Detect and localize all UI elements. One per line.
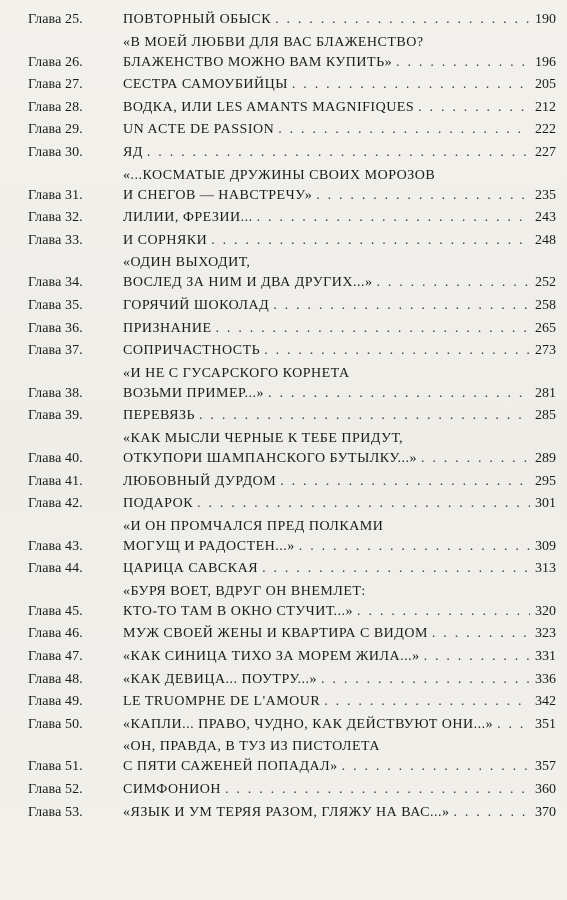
chapter-title: LE TRUOMPHE DE L'AMOUR (123, 694, 321, 710)
chapter-title: UN ACTE DE PASSION (123, 122, 275, 138)
toc-entry (28, 715, 556, 735)
toc-entry (28, 780, 556, 800)
chapter-number: Глава 38. (28, 385, 83, 401)
chapter-number: Глава 46. (28, 626, 83, 642)
dot-leader (316, 186, 530, 206)
chapter-title: СЕСТРА САМОУБИЙЦЫ (123, 77, 288, 93)
chapter-number: Глава 28. (28, 99, 83, 115)
toc-entry (28, 737, 556, 777)
chapter-title: «КАК СИНИЦА ТИХО ЗА МОРЕМ ЖИЛА...» (123, 649, 420, 665)
chapter-title: МОГУЩ И РАДОСТЕН...» (123, 538, 295, 554)
page-number: 248 (535, 232, 556, 248)
chapter-title: ГОРЯЧИЙ ШОКОЛАД (123, 297, 270, 313)
chapter-title-block (123, 364, 556, 404)
chapter-title-block (123, 624, 556, 644)
dot-leader (257, 208, 530, 228)
chapter-title-block (123, 429, 556, 469)
chapter-title-block (123, 647, 556, 667)
chapter-title-block (123, 296, 556, 316)
dot-leader (147, 143, 530, 163)
toc-entry (28, 803, 556, 823)
chapter-title: ПРИЗНАНИЕ (123, 320, 212, 336)
chapter-title: СИМФОНИОН (123, 782, 221, 798)
chapter-title-line: «И НЕ С ГУСАРСКОГО КОРНЕТА (123, 365, 350, 381)
dot-leader (280, 472, 530, 492)
chapter-number: Глава 52. (28, 782, 83, 798)
chapter-number: Глава 51. (28, 759, 83, 775)
chapter-title: ВОСЛЕД ЗА НИМ И ДВА ДРУГИХ...» (123, 275, 373, 291)
page-number: 281 (535, 385, 556, 401)
chapter-title-line: «И ОН ПРОМЧАЛСЯ ПРЕД ПОЛКАМИ (123, 518, 384, 534)
chapter-title: ПОДАРОК (123, 496, 194, 512)
page-number: 301 (535, 496, 556, 512)
page-number: 235 (535, 187, 556, 203)
chapter-title-block (123, 166, 556, 206)
page-number: 222 (535, 122, 556, 138)
toc-entry (28, 647, 556, 667)
dot-leader (299, 537, 530, 557)
chapter-title-block (123, 253, 556, 293)
chapter-number: Глава 48. (28, 671, 83, 687)
page-number: 370 (535, 804, 556, 820)
page-number: 351 (535, 716, 556, 732)
chapter-title: ПОВТОРНЫЙ ОБЫСК (123, 12, 272, 27)
chapter-title: «КАПЛИ... ПРАВО, ЧУДНО, КАК ДЕЙСТВУЮТ ОНИ...» (123, 716, 494, 732)
page-number: 331 (535, 649, 556, 665)
chapter-title-line: «КАК МЫСЛИ ЧЕРНЫЕ К ТЕБЕ ПРИДУТ, (123, 430, 404, 446)
dot-leader (225, 780, 530, 800)
chapter-title: МУЖ СВОЕЙ ЖЕНЫ И КВАРТИРА С ВИДОМ (123, 626, 428, 642)
chapter-title: ЦАРИЦА САВСКАЯ (123, 561, 259, 577)
chapter-title-block (123, 75, 556, 95)
chapter-number: Глава 42. (28, 496, 83, 512)
chapter-title-line: «В МОЕЙ ЛЮБВИ ДЛЯ ВАС БЛАЖЕНСТВО? (123, 34, 424, 50)
dot-leader (199, 406, 530, 426)
chapter-number: Глава 29. (28, 122, 83, 138)
chapter-title-block (123, 143, 556, 163)
chapter-number: Глава 47. (28, 649, 83, 665)
toc-entry (28, 10, 556, 30)
dot-leader (357, 602, 530, 622)
chapter-number: Глава 30. (28, 144, 83, 160)
page-number: 212 (535, 99, 556, 115)
chapter-title-block (123, 208, 556, 228)
chapter-title: «КАК ДЕВИЦА... ПОУТРУ...» (123, 671, 318, 687)
dot-leader (216, 319, 530, 339)
chapter-title-block (123, 472, 556, 492)
chapter-number: Глава 49. (28, 694, 83, 710)
chapter-title-block (123, 10, 556, 30)
page-number: 227 (535, 144, 556, 160)
toc-entry (28, 517, 556, 557)
chapter-title: КТО-ТО ТАМ В ОКНО СТУЧИТ...» (123, 603, 354, 619)
chapter-title-block (123, 120, 556, 140)
chapter-title-block (123, 670, 556, 690)
page-number: 252 (535, 275, 556, 291)
chapter-title-block (123, 582, 556, 622)
dot-leader (497, 715, 530, 735)
chapter-number: Глава 44. (28, 561, 83, 577)
chapter-title: «ЯЗЫК И УМ ТЕРЯЯ РАЗОМ, ГЛЯЖУ НА ВАС...» (123, 804, 450, 820)
toc-entry (28, 494, 556, 514)
toc-entry (28, 406, 556, 426)
chapter-number: Глава 25. (28, 12, 83, 27)
toc-entry (28, 120, 556, 140)
page-number: 336 (535, 671, 556, 687)
chapter-title-block (123, 98, 556, 118)
chapter-title: И СНЕГОВ — НАВСТРЕЧУ» (123, 187, 313, 203)
chapter-title: С ПЯТИ САЖЕНЕЙ ПОПАДАЛ» (123, 759, 338, 775)
chapter-number: Глава 35. (28, 297, 83, 313)
chapter-number: Глава 26. (28, 54, 83, 70)
chapter-title-block (123, 494, 556, 514)
chapter-title-block (123, 737, 556, 777)
toc-entry (28, 231, 556, 251)
chapter-number: Глава 50. (28, 716, 83, 732)
page-number: 320 (535, 603, 556, 619)
page-number: 205 (535, 77, 556, 93)
chapter-number: Глава 27. (28, 77, 83, 93)
dot-leader (418, 98, 530, 118)
chapter-number: Глава 33. (28, 232, 83, 248)
toc-entry (28, 166, 556, 206)
chapter-number: Глава 37. (28, 343, 83, 359)
chapter-title: БЛАЖЕНСТВО МОЖНО ВАМ КУПИТЬ» (123, 54, 393, 70)
chapter-title-block (123, 319, 556, 339)
page-number: 313 (535, 561, 556, 577)
chapter-title-line: «ОН, ПРАВДА, В ТУЗ ИЗ ПИСТОЛЕТА (123, 739, 381, 755)
dot-leader (264, 341, 530, 361)
dot-leader (321, 670, 530, 690)
page-number: 190 (535, 12, 556, 27)
dot-leader (453, 803, 530, 823)
chapter-number: Глава 32. (28, 210, 83, 226)
dot-leader (421, 449, 530, 469)
chapter-title-block (123, 406, 556, 426)
page-number: 243 (535, 210, 556, 226)
chapter-title-block (123, 715, 556, 735)
dot-leader (376, 273, 530, 293)
toc-entry (28, 98, 556, 118)
toc-entry (28, 143, 556, 163)
page-number: 357 (535, 759, 556, 775)
page-number: 265 (535, 320, 556, 336)
chapter-title: ВОДКА, ИЛИ LES AMANTS MAGNIFIQUES (123, 99, 415, 115)
toc-entry (28, 341, 556, 361)
chapter-title-block (123, 692, 556, 712)
chapter-title-line: «...КОСМАТЫЕ ДРУЖИНЫ СВОИХ МОРОЗОВ (123, 167, 436, 183)
chapter-number: Глава 34. (28, 275, 83, 291)
chapter-title-block (123, 341, 556, 361)
toc-entry (28, 624, 556, 644)
page-number: 323 (535, 626, 556, 642)
chapter-number: Глава 40. (28, 450, 83, 466)
dot-leader (342, 757, 530, 777)
page-number: 360 (535, 782, 556, 798)
chapter-title-block (123, 231, 556, 251)
page-number: 295 (535, 473, 556, 489)
dot-leader (262, 559, 530, 579)
dot-leader (324, 692, 530, 712)
toc-entry (28, 33, 556, 73)
page-number: 285 (535, 408, 556, 424)
chapter-title-line: «БУРЯ ВОЕТ, ВДРУГ ОН ВНЕМЛЕТ: (123, 583, 366, 599)
chapter-title: ОТКУПОРИ ШАМПАНСКОГО БУТЫЛКУ...» (123, 450, 417, 466)
toc-entry (28, 670, 556, 690)
chapter-number: Глава 36. (28, 320, 83, 336)
chapter-title-line: «ОДИН ВЫХОДИТ, (123, 255, 251, 271)
toc-entry (28, 429, 556, 469)
chapter-title: ЯД (123, 144, 143, 160)
chapter-title: ЛЮБОВНЫЙ ДУРДОМ (123, 473, 277, 489)
page-number: 273 (535, 343, 556, 359)
dot-leader (275, 10, 530, 30)
page-number: 342 (535, 694, 556, 710)
chapter-title-block (123, 803, 556, 823)
dot-leader (268, 384, 530, 404)
table-of-contents (28, 10, 556, 825)
page-number: 196 (535, 54, 556, 70)
chapter-title: ЛИЛИИ, ФРЕЗИИ... (123, 210, 253, 226)
toc-entry (28, 472, 556, 492)
dot-leader (292, 75, 530, 95)
chapter-title-block (123, 33, 556, 73)
chapter-number: Глава 45. (28, 603, 83, 619)
chapter-number: Глава 43. (28, 538, 83, 554)
chapter-title: И СОРНЯКИ (123, 232, 208, 248)
chapter-number: Глава 41. (28, 473, 83, 489)
chapter-number: Глава 53. (28, 804, 83, 820)
page-number: 309 (535, 538, 556, 554)
dot-leader (273, 296, 530, 316)
page-number: 289 (535, 450, 556, 466)
chapter-number: Глава 39. (28, 408, 83, 424)
toc-entry (28, 253, 556, 293)
dot-leader (197, 494, 530, 514)
toc-entry (28, 319, 556, 339)
toc-entry (28, 559, 556, 579)
chapter-title: СОПРИЧАСТНОСТЬ (123, 343, 261, 359)
chapter-title: ВОЗЬМИ ПРИМЕР...» (123, 385, 265, 401)
dot-leader (278, 120, 530, 140)
dot-leader (396, 53, 530, 73)
toc-entry (28, 364, 556, 404)
chapter-number: Глава 31. (28, 187, 83, 203)
dot-leader (424, 647, 530, 667)
dot-leader (211, 231, 530, 251)
page-number: 258 (535, 297, 556, 313)
toc-entry (28, 582, 556, 622)
chapter-title-block (123, 780, 556, 800)
toc-entry (28, 296, 556, 316)
toc-entry (28, 692, 556, 712)
chapter-title: ПЕРЕВЯЗЬ (123, 408, 196, 424)
dot-leader (432, 624, 530, 644)
chapter-title-block (123, 517, 556, 557)
toc-entry (28, 75, 556, 95)
toc-entry (28, 208, 556, 228)
chapter-title-block (123, 559, 556, 579)
